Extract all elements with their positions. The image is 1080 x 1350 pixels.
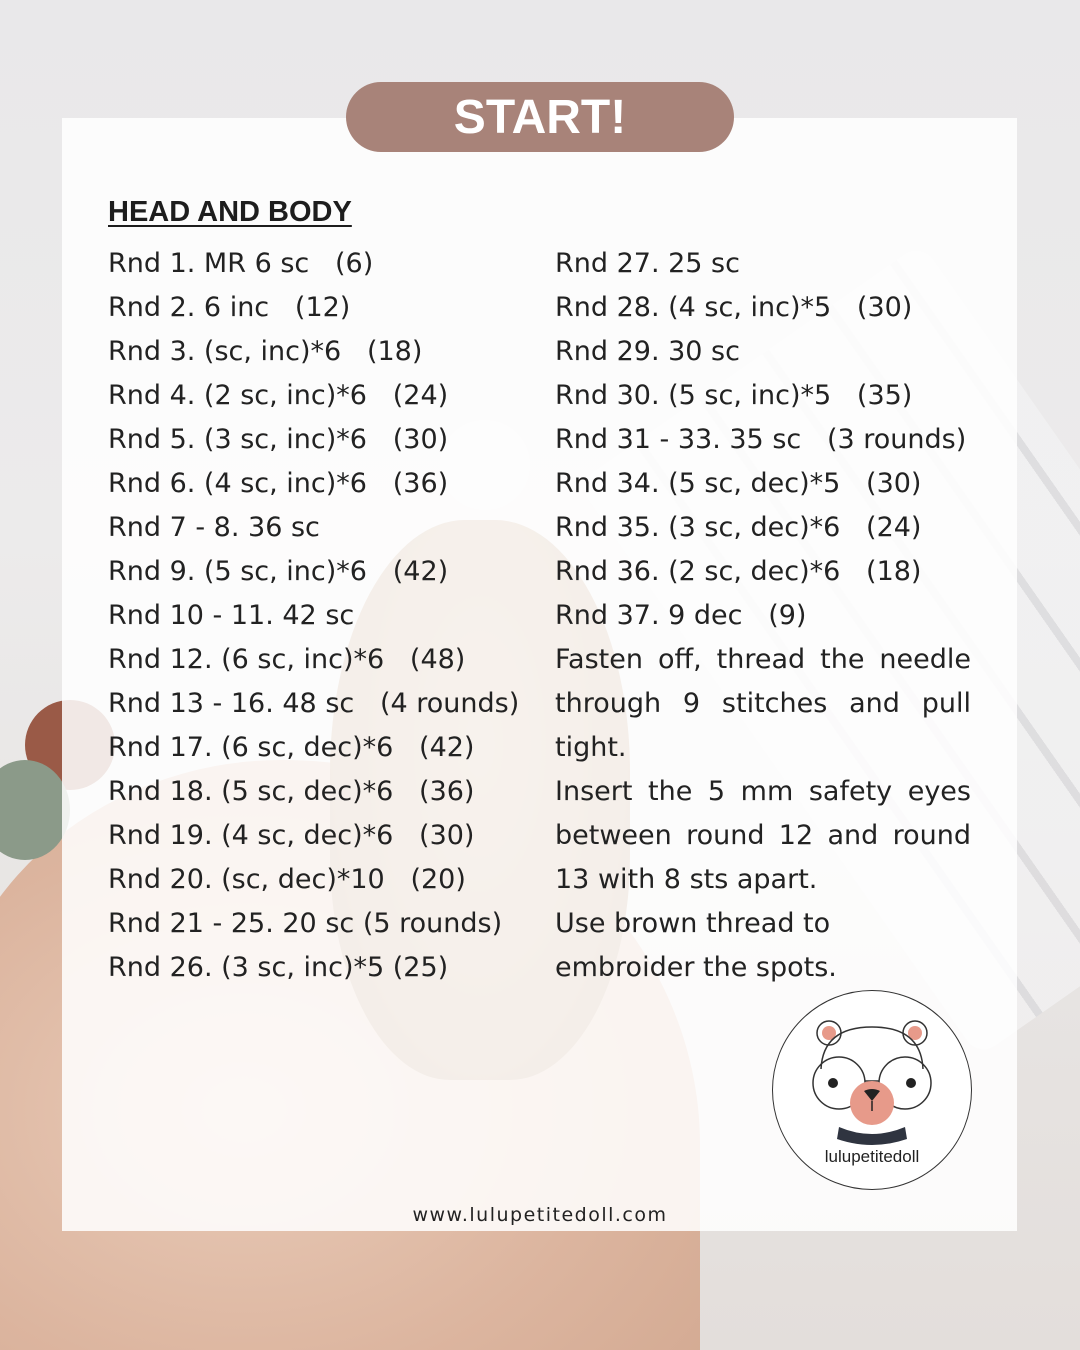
left-round-item: Rnd 2. 6 inc (12) xyxy=(108,292,351,323)
left-round-item: Rnd 18. (5 sc, dec)*6 (36) xyxy=(108,776,475,807)
left-round-item: Rnd 1. MR 6 sc (6) xyxy=(108,248,374,279)
safety-eyes-note: Insert the 5 mm safety eyes between round 12 and round 13 with 8 sts apart. xyxy=(555,776,971,895)
embroider-spots-note: Use brown thread to embroider the spots. xyxy=(555,908,837,983)
right-round-item: Rnd 30. (5 sc, inc)*5 (35) xyxy=(555,380,913,411)
right-round-item: Rnd 28. (4 sc, inc)*5 (30) xyxy=(555,292,913,323)
left-round-item: Rnd 20. (sc, dec)*10 (20) xyxy=(108,864,466,895)
left-round-item: Rnd 21 - 25. 20 sc (5 rounds) xyxy=(108,908,503,939)
fasten-off-note: Fasten off, thread the needle through 9 stitches and pull tight. xyxy=(555,644,971,763)
left-round-item: Rnd 4. (2 sc, inc)*6 (24) xyxy=(108,380,449,411)
brand-logo xyxy=(772,990,972,1190)
right-round-item: Rnd 34. (5 sc, dec)*5 (30) xyxy=(555,468,922,499)
right-rounds-list xyxy=(555,242,971,638)
left-round-item: Rnd 5. (3 sc, inc)*6 (30) xyxy=(108,424,449,455)
left-round-item: Rnd 6. (4 sc, inc)*6 (36) xyxy=(108,468,449,499)
left-round-item: Rnd 19. (4 sc, dec)*6 (30) xyxy=(108,820,475,851)
right-round-item: Rnd 36. (2 sc, dec)*6 (18) xyxy=(555,556,922,587)
left-round-item: Rnd 17. (6 sc, dec)*6 (42) xyxy=(108,732,475,763)
left-round-item: Rnd 10 - 11. 42 sc xyxy=(108,600,355,631)
left-round-item: Rnd 13 - 16. 48 sc (4 rounds) xyxy=(108,688,520,719)
instructions-notes xyxy=(555,638,971,990)
right-round-item: Rnd 29. 30 sc xyxy=(555,336,740,367)
left-round-item: Rnd 3. (sc, inc)*6 (18) xyxy=(108,336,423,367)
left-round-item: Rnd 7 - 8. 36 sc xyxy=(108,512,320,543)
right-round-item: Rnd 35. (3 sc, dec)*6 (24) xyxy=(555,512,922,543)
right-round-item: Rnd 31 - 33. 35 sc (3 rounds) xyxy=(555,424,967,455)
start-banner xyxy=(346,82,734,152)
left-round-item: Rnd 26. (3 sc, inc)*5 (25) xyxy=(108,952,449,983)
website-url: www.lulupetitedoll.com xyxy=(412,1204,668,1226)
start-title: START! xyxy=(453,90,627,144)
section-title: HEAD AND BODY xyxy=(108,196,352,228)
left-round-item: Rnd 9. (5 sc, inc)*6 (42) xyxy=(108,556,449,587)
logo-text: lulupetitedoll xyxy=(824,1147,920,1166)
right-round-item: Rnd 37. 9 dec (9) xyxy=(555,600,807,631)
left-rounds-list xyxy=(108,242,538,990)
right-round-item: Rnd 27. 25 sc xyxy=(555,248,740,279)
left-round-item: Rnd 12. (6 sc, inc)*6 (48) xyxy=(108,644,466,675)
